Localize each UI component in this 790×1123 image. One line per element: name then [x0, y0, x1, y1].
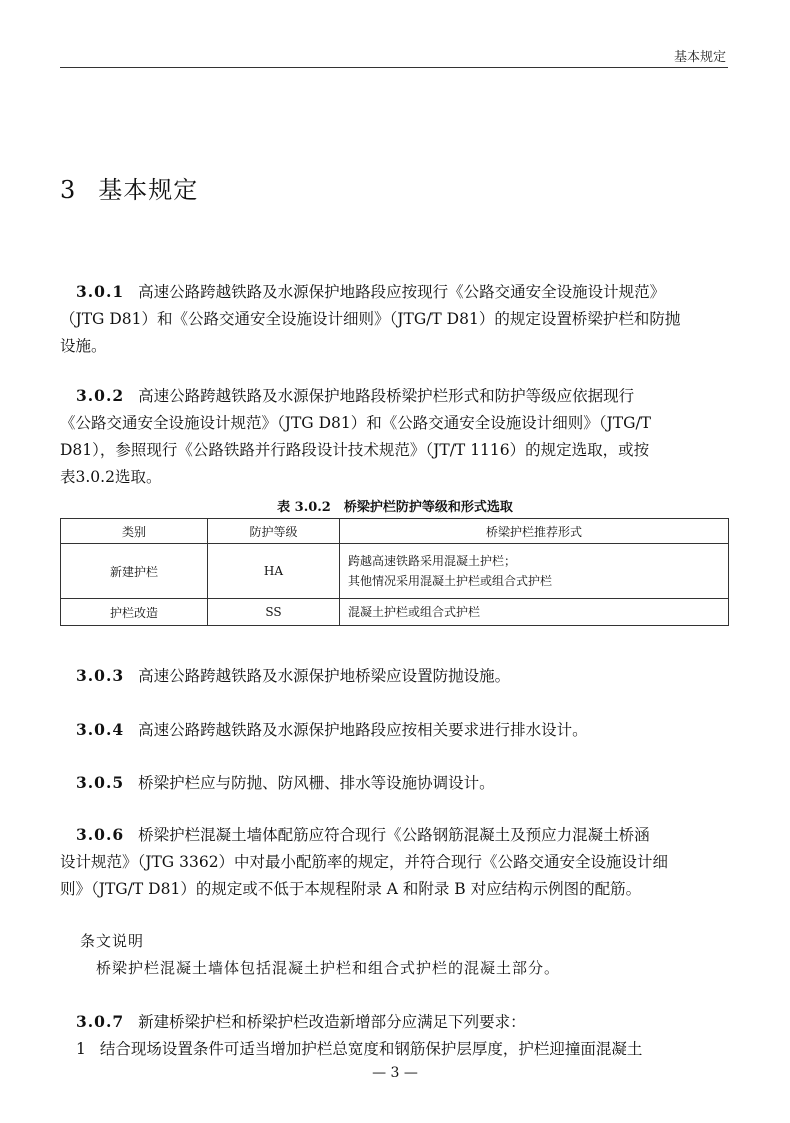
- clause-line: （JTG D81）和《公路交通安全设施设计细则》（JTG/T D81）的规定设置桥梁护栏和防抛: [60, 310, 681, 328]
- clause-3-0-1: [60, 278, 730, 360]
- clause-3-0-4: [60, 716, 730, 744]
- clause-3-0-5: [60, 769, 730, 797]
- cell-form-line: 其他情况采用混凝土护栏或组合式护栏: [348, 574, 553, 588]
- clause-line: 桥梁护栏应与防抛、防风栅、排水等设施协调设计。: [138, 774, 495, 792]
- clause-line: 高速公路跨越铁路及水源保护地桥梁应设置防抛设施。: [138, 667, 511, 685]
- item-number: 1: [76, 1040, 86, 1058]
- clause-line: 表3.0.2选取。: [60, 468, 162, 486]
- cell-level: SS: [208, 599, 340, 626]
- clause-line: 新建桥梁护栏和桥梁护栏改造新增部分应满足下列要求：: [138, 1013, 526, 1031]
- clause-3-0-3: [60, 662, 730, 690]
- table-caption: 表 3.0.2 桥梁护栏防护等级和形式选取: [277, 500, 513, 515]
- clause-3-0-2: [60, 382, 730, 491]
- table-row: [61, 544, 729, 599]
- clause-number: 3.0.4: [76, 720, 125, 739]
- cell-form-line: 混凝土护栏或组合式护栏: [348, 605, 481, 619]
- clause-number: 3.0.3: [76, 666, 125, 685]
- cell-category: 护栏改造: [61, 599, 208, 626]
- column-header-form: 桥梁护栏推荐形式: [340, 519, 729, 544]
- running-title: 基本规定: [673, 50, 726, 65]
- commentary-text: 桥梁护栏混凝土墙体包括混凝土护栏和组合式护栏的混凝土部分。: [96, 959, 561, 977]
- cell-level: HA: [208, 544, 340, 599]
- clause-line: 设施。: [60, 337, 107, 355]
- cell-form-line: 跨越高速铁路采用混凝土护栏；: [348, 554, 517, 568]
- column-header-category: 类别: [61, 519, 208, 544]
- chapter-title-text: 基本规定: [98, 176, 199, 204]
- commentary-title: 条文说明: [80, 932, 145, 950]
- clause-number: 3.0.7: [76, 1012, 125, 1031]
- clause-line: 则》（JTG/T D81）的规定或不低于本规程附录 A 和附录 B 对应结构示例图的配筋。: [60, 880, 642, 898]
- list-item: [60, 1036, 730, 1063]
- clause-number: 3.0.2: [76, 386, 125, 405]
- clause-number: 3.0.5: [76, 773, 125, 792]
- protection-level-table: [60, 518, 729, 626]
- clause-line: 《公路交通安全设施设计规范》（JTG D81）和《公路交通安全设施设计细则》（JTG/T: [60, 414, 652, 432]
- clause-line: 设计规范》（JTG 3362）中对最小配筋率的规定，并符合现行《公路交通安全设施设计细: [60, 853, 669, 871]
- cell-form: [340, 544, 729, 599]
- cell-category: 新建护栏: [61, 544, 208, 599]
- clause-line: 高速公路跨越铁路及水源保护地路段应按现行《公路交通安全设施设计规范》: [138, 283, 666, 301]
- clause-line: 桥梁护栏混凝土墙体配筋应符合现行《公路钢筋混凝土及预应力混凝土桥涵: [138, 826, 650, 844]
- clause-3-0-6: [60, 821, 730, 903]
- clause-line: 高速公路跨越铁路及水源保护地路段应按相关要求进行排水设计。: [138, 721, 588, 739]
- chapter-number: 3: [60, 176, 77, 204]
- clause-number: 3.0.1: [76, 282, 125, 301]
- header-rule: [60, 67, 728, 68]
- item-text: 结合现场设置条件可适当增加护栏总宽度和钢筋保护层厚度，护栏迎撞面混凝土: [99, 1040, 643, 1058]
- chapter-heading: [60, 170, 198, 205]
- column-header-level: 防护等级: [208, 519, 340, 544]
- clause-3-0-7: [60, 1008, 730, 1063]
- table-row: [61, 599, 729, 626]
- cell-form: [340, 599, 729, 626]
- clause-number: 3.0.6: [76, 825, 125, 844]
- page-number: — 3 —: [372, 1065, 418, 1081]
- table-header-row: [61, 519, 729, 544]
- clause-line: 高速公路跨越铁路及水源保护地路段桥梁护栏形式和防护等级应依据现行: [138, 387, 635, 405]
- clause-line: D81），参照现行《公路铁路并行路段设计技术规范》（JT/T 1116）的规定选取，或按: [60, 441, 650, 459]
